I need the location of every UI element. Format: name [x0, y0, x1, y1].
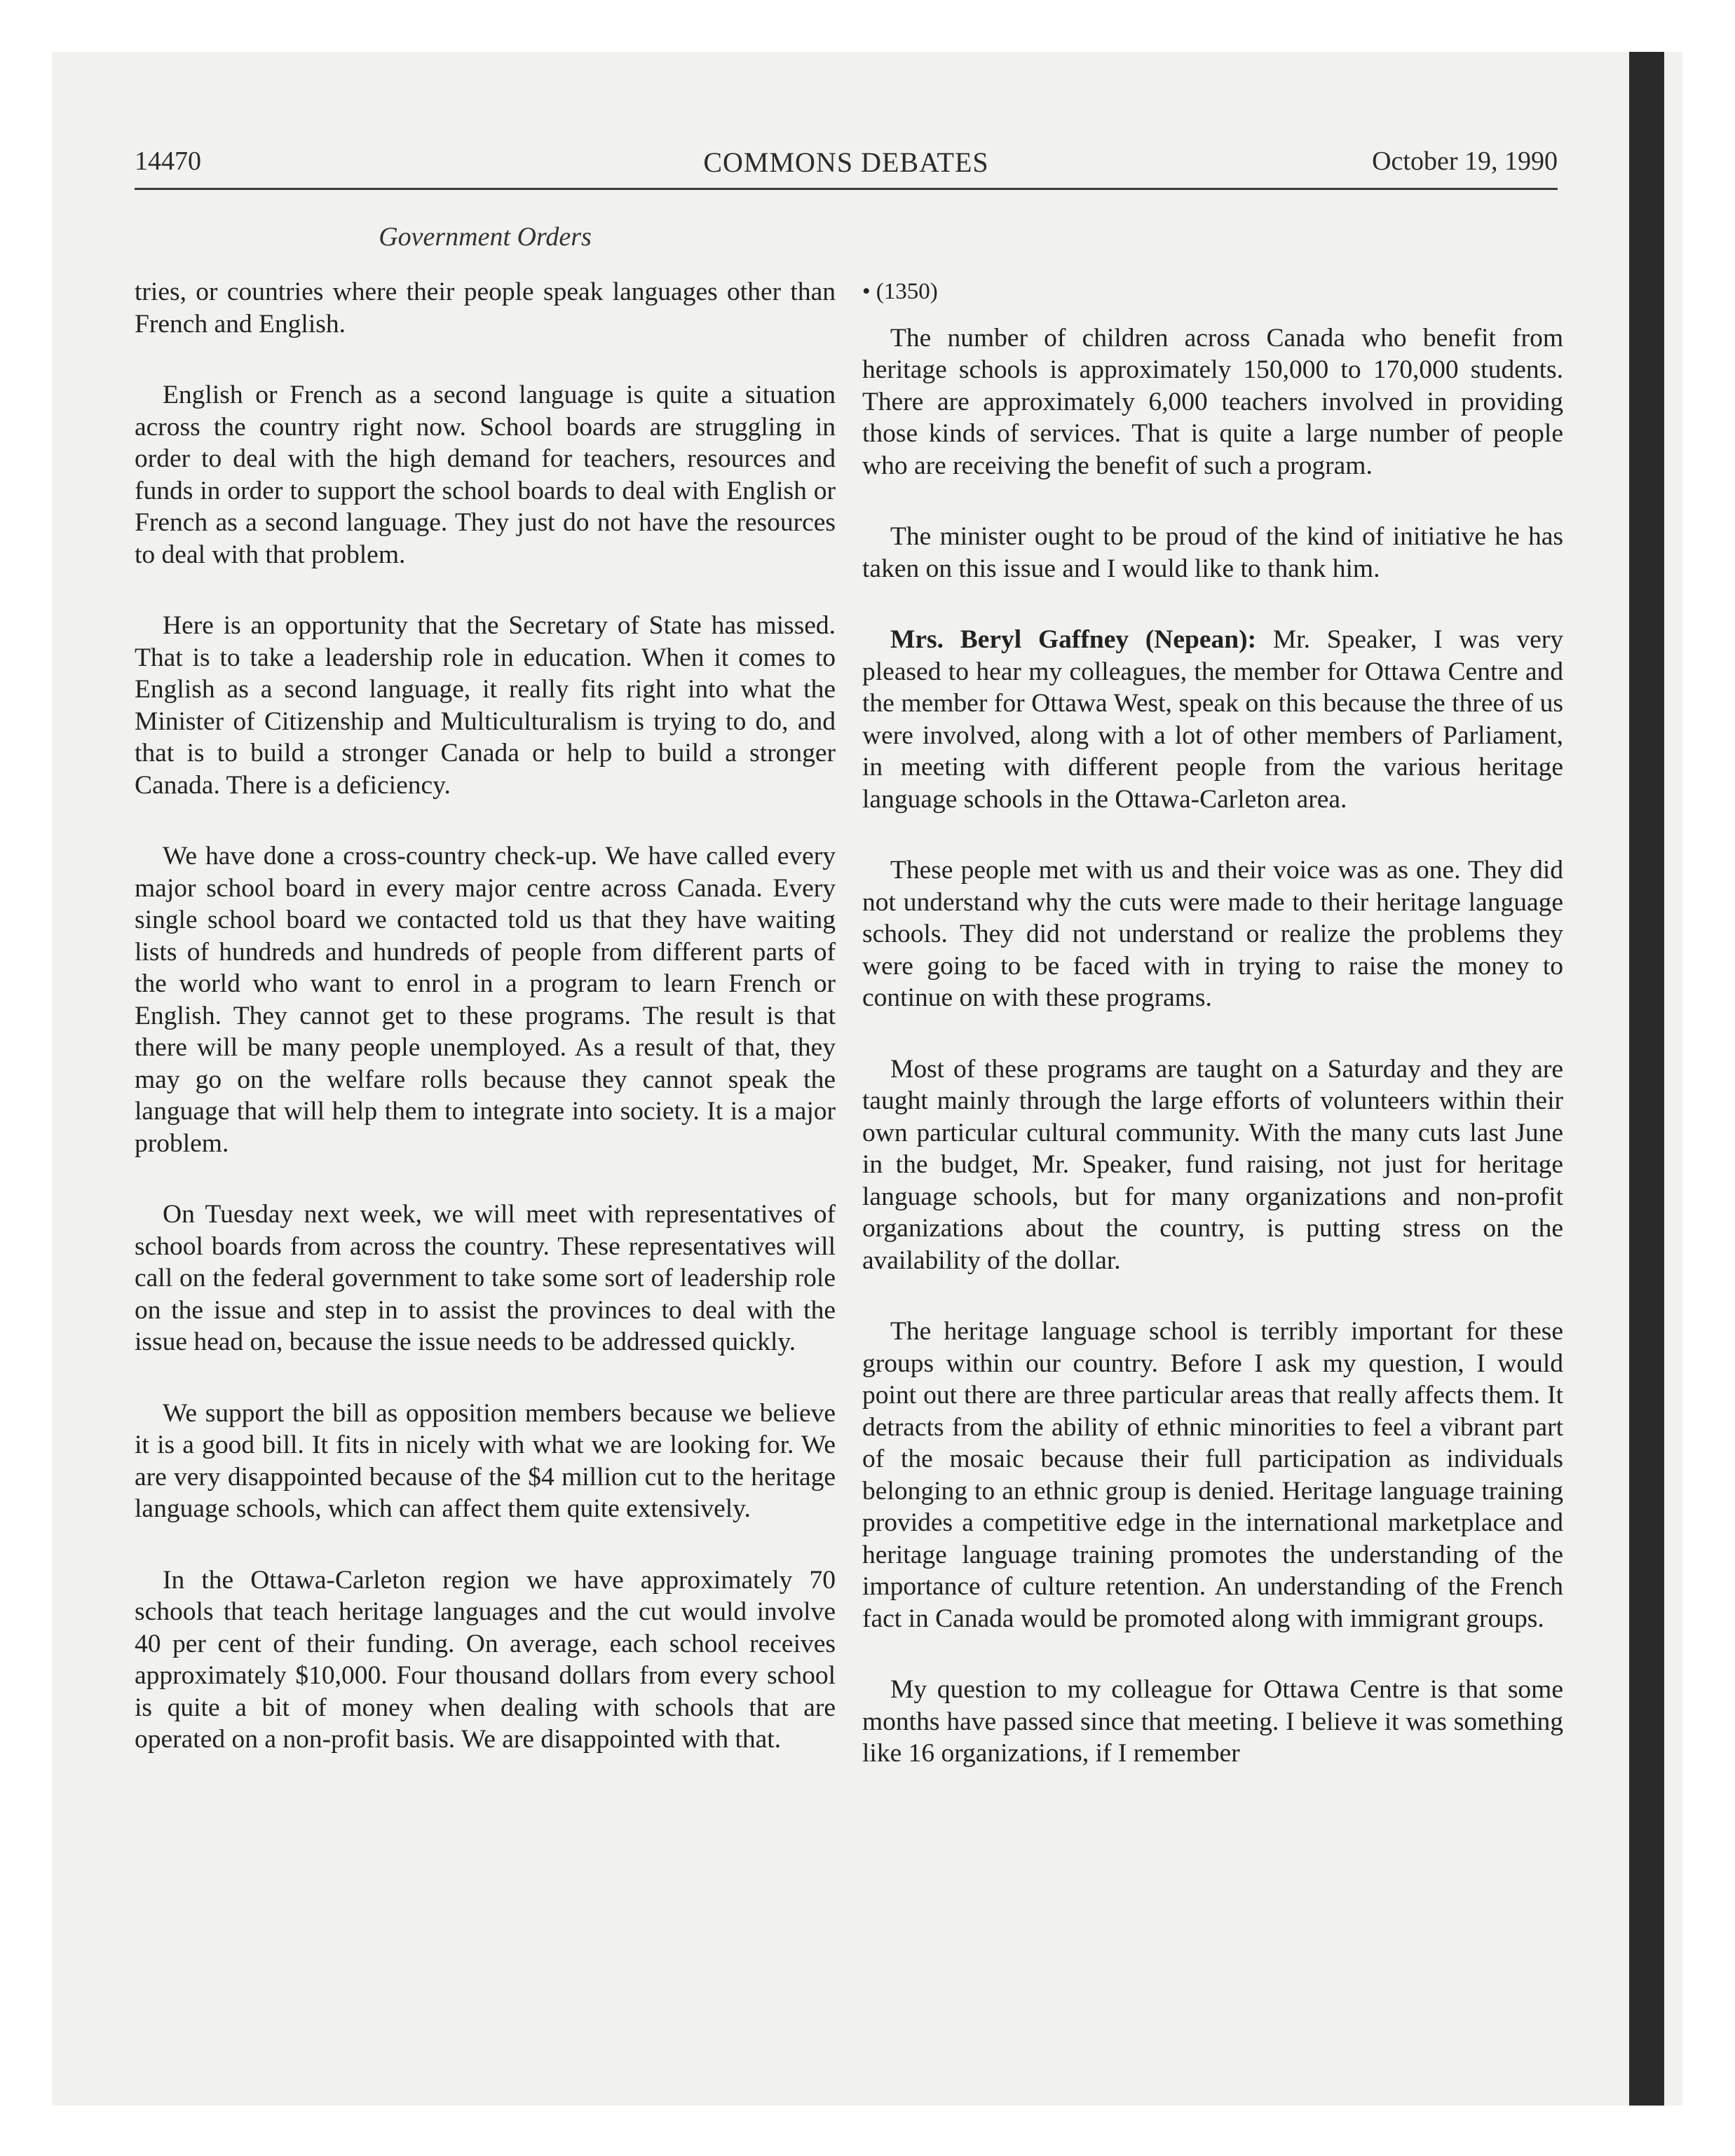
speaker-text: Mr. Speaker, I was very pleased to hear my colleagues, the member for Ottawa Centre and the member for Ottawa West, speak on this because the three of us were involved, along with a lot of other members of Parliament, in meeting with different people from the various heritage language schools in the Ottawa-Carleton area.: [862, 625, 1563, 814]
paragraph: The minister ought to be proud of the kind of initiative he has taken on this issue and I would like to thank him.: [862, 522, 1563, 583]
paragraph: These people met with us and their voice was as one. They did not understand why the cuts were made to their heritage language schools. They did not understand or realize the problems they were going to be faced with in trying to raise the money to continue on with these programs.: [862, 856, 1563, 1012]
paragraph: English or French as a second language is quite a situation across the country right now. School boards are struggling in order to deal with the high demand for teachers, resources and funds in order to support the school boards to deal with English or French as a second language. They just do not have the resources to deal with that problem.: [135, 381, 836, 569]
paragraph: We support the bill as opposition members because we believe it is a good bill. It fits in nicely with what we are looking for. We are very disappointed because of the $4 million cut to the heritage language schools, which can affect them quite extensively.: [135, 1398, 836, 1523]
paragraph: tries, or countries where their people speak languages other than French and English.: [135, 278, 836, 339]
paragraph: We have done a cross-country check-up. We have called every major school board in every major centre across Canada. Every single school board we contacted told us that they have waiting lists of hundreds and hundreds of people from different parts of the world who want to enrol in a program to learn French or English. They cannot get to these programs. The result is that there will be many people unemployed. As a result of that, they may go on the welfare rolls because they cannot speak the language that will help them to integrate into society. It is a major problem.: [135, 842, 836, 1158]
publication-date: October 19, 1990: [1372, 146, 1558, 176]
paragraph: The heritage language school is terribly important for these groups within our country. Before I ask my question, I would point out there are three particular areas that really affects them. It detracts from the ability of ethnic minorities to feel a vibrant part of the mosaic because their full participation as individuals belonging to an ethnic group is denied. Heritage language training provides a competitive edge in the international marketplace and heritage language training promotes the understanding of the importance of culture retention. An understanding of the French fact in Canada would be promoted along with immigrant groups.: [862, 1317, 1563, 1633]
time-marker: • (1350): [862, 279, 938, 304]
publication-title: COMMONS DEBATES: [703, 146, 989, 178]
paragraph: On Tuesday next week, we will meet with representatives of school boards from across the country. These representatives will call on the federal government to take some sort of leadership role on the issue and step in to assist the provinces to deal with the issue head on, because the issue needs to be addressed quickly.: [135, 1200, 836, 1356]
paragraph: Most of these programs are taught on a Saturday and they are taught mainly through the large efforts of volunteers within their own particular cultural community. With the many cuts last June in the budget, Mr. Speaker, fund raising, not just for heritage language schools, but for many organizations and non-profit organizations about the country, is putting stress on the availability of the dollar.: [862, 1054, 1563, 1275]
left-column: [135, 276, 836, 1795]
speaker-paragraph: [862, 624, 1563, 815]
paragraph: Here is an opportunity that the Secretary of State has missed. That is to take a leadership role in education. When it comes to English as a second language, it really fits right into what the Minister of Citizenship and Multiculturalism is trying to do, and that is to build a stronger Canada or help to build a stronger Canada. There is a deficiency.: [135, 611, 836, 800]
paragraph: The number of children across Canada who benefit from heritage schools is approximately 150,000 to 170,000 students. There are approximately 6,000 teachers involved in providing those kinds of services. That is quite a large number of people who are receiving the benefit of such a program.: [862, 323, 1563, 480]
header-rule: [135, 188, 1558, 190]
paragraph: In the Ottawa-Carleton region we have approximately 70 schools that teach heritage languages and the cut would involve 40 per cent of their funding. On average, each school receives approximately $10,000. Four thousand dollars from every school is quite a bit of money when dealing with schools that are operated on a non-profit basis. We are disappointed with that.: [135, 1565, 836, 1754]
scan-edge-shadow: [1629, 52, 1664, 2106]
page-number: 14470: [135, 146, 201, 176]
right-column: [862, 276, 1563, 1809]
section-title: Government Orders: [379, 222, 592, 252]
paragraph: My question to my colleague for Ottawa Centre is that some months have passed since that meeting. I believe it was something like 16 organizations, if I remember: [862, 1675, 1563, 1768]
speaker-name: Mrs. Beryl Gaffney (Nepean):: [890, 625, 1257, 654]
page-header: [135, 146, 1558, 188]
